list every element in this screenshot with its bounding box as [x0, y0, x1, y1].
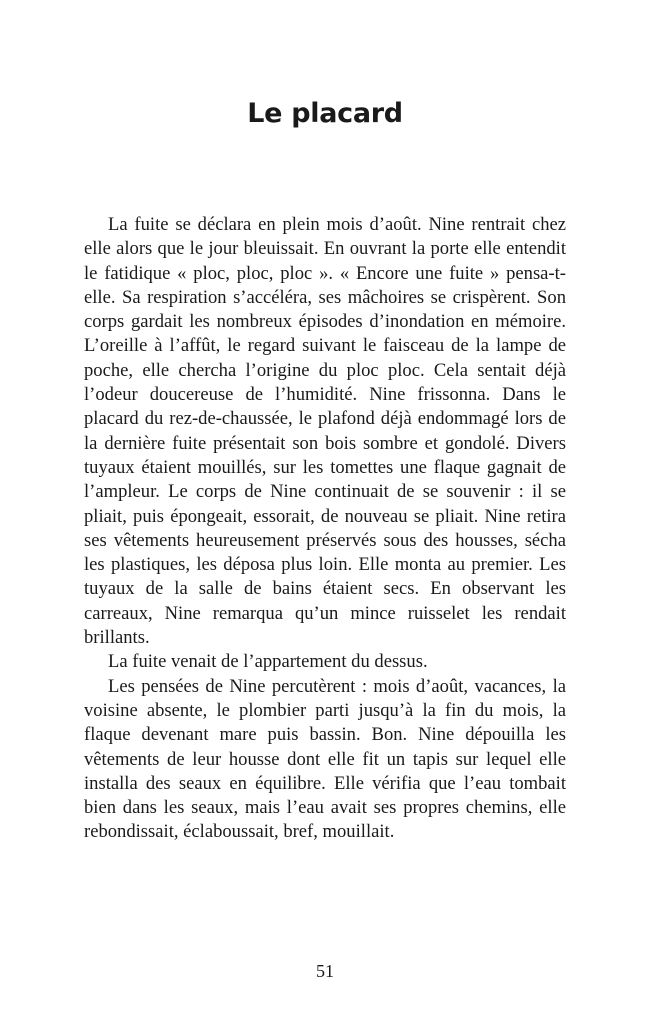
paragraph: La fuite venait de l’appartement du dessus. — [108, 651, 428, 673]
chapter-title: Le placard — [247, 98, 403, 129]
paragraph: Les pensées de Nine percutèrent : mois d’août, vacances, la voisine absente, le plombier parti jusqu’à la fin du mois, la flaque devenant mare puis bassin. Bon. Nine dépouilla les vêtements de leur housse dont elle fit un tapis sur lequel elle installa des seaux en équilibre. Elle vérifia que l’eau tombait bien dans les seaux, mais l’eau avait ses propres chemins, elle rebondissait, éclaboussait, bref, mouillait. — [84, 675, 566, 843]
page-number: 51 — [316, 961, 334, 981]
paragraph: La fuite se déclara en plein mois d’août. Nine rentrait chez elle alors que le jour bleuissait. En ouvrant la porte elle entendit le fatidique « ploc, ploc, ploc ». « Encore une fuite » pensa-t-elle. Sa respiration s’accéléra, ses mâchoires se crispèrent. Son corps gardait les nombreux épisodes d’inondation en mémoire. L’oreille à l’affût, le regard suivant le faisceau de la lampe de poche, elle chercha l’origine du ploc ploc. Cela sentait déjà l’odeur doucereuse de l’humidité. Nine frissonna. Dans le placard du rez-de-chaussée, le plafond déjà endommagé lors de la dernière fuite présentait son bois sombre et gondolé. Divers tuyaux étaient mouillés, sur les tomettes une flaque gagnait de l’ampleur. Le corps de Nine continuait de se souvenir : il se pliait, puis épongeait, essorait, de nouveau se pliait. Nine retira ses vêtements heureusement préservés sous des housses, sécha les plastiques, les déposa plus loin. Elle monta au premier. Les tuyaux de la salle de bains étaient secs. En observant les carreaux, Nine remarqua qu’un mince ruisselet les rendait brillants. — [84, 214, 566, 649]
chapter-body — [84, 213, 566, 845]
